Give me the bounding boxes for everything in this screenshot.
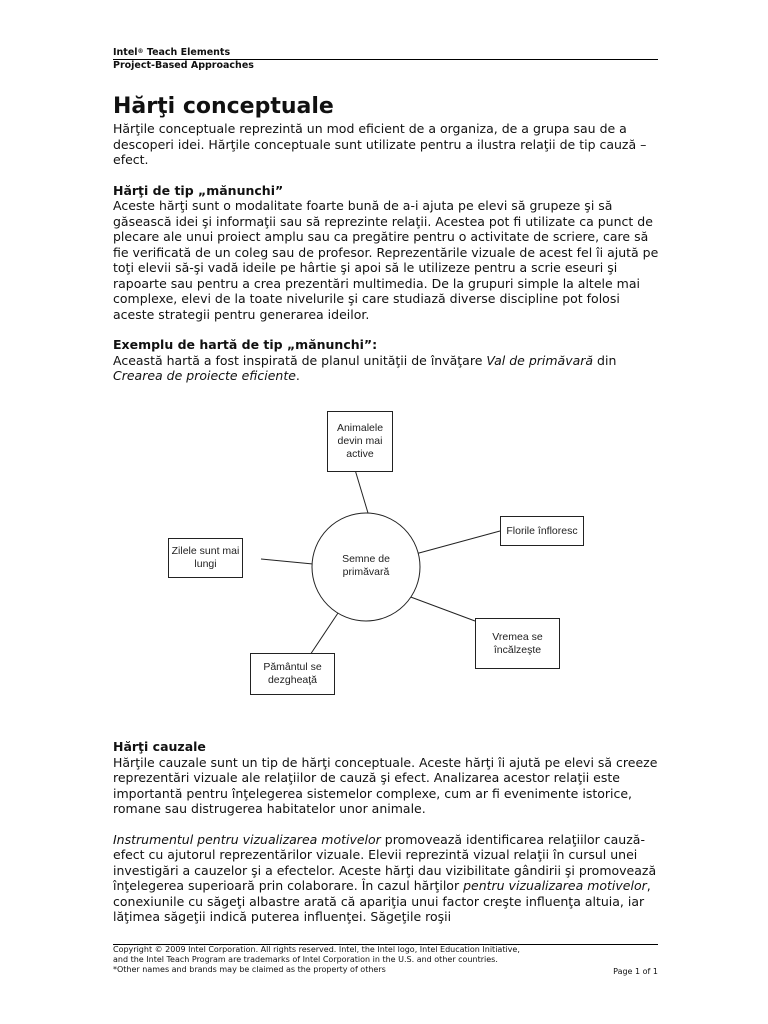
connector-bottom-left — [308, 613, 338, 658]
section-causal — [113, 739, 663, 925]
registered-mark: ® — [137, 48, 144, 55]
page-footer — [113, 944, 658, 975]
example-text-mid: din — [593, 352, 617, 368]
causal-text-1: promovează identificarea relaţiilor cauză-efect cu ajutorul reprezentărilor vizuale. Elevii reprezintă vizual relaţii în cursul unei investigări a cauzelor şi a efectelor. Aceste hărţi dau vizibilitate gândirii şi promovează înţelegerea superioară prin colaborare. În cazul hărţilor — [113, 831, 657, 893]
example-body — [113, 353, 661, 384]
footer-copyright-2: and the Intel Teach Program are trademarks of Intel Corporation in the U.S. and other countries. — [113, 955, 498, 964]
intro-paragraph: Hărţile conceptuale reprezintă un mod eficient de a organiza, de a grupa sau de a descoperi idei. Hărţile conceptuale sunt utilizate pentru a ilustra relaţii de tip cauză – efect. — [113, 121, 647, 167]
example-text: Această hartă a fost inspirată de planul unităţii de învăţare — [113, 352, 487, 368]
header-subtitle: Project-Based Approaches — [113, 60, 254, 71]
causal-text-2: , conexiunile cu săgeţi albastre arată că apariţia unui factor creşte influenţa altuia, iar lăţimea săgeţii indică puterea influenţei. Săgeţile roşii — [113, 878, 651, 924]
footer-copyright-3: *Other names and brands may be claimed as the property of others — [113, 965, 386, 974]
example-heading: Exemplu de hartă de tip „mănunchi”: — [113, 337, 378, 352]
page-number: Page 1 of 1 — [613, 967, 658, 976]
section-heading-cluster: Hărţi de tip „mănunchi” — [113, 182, 284, 198]
header-brand — [113, 47, 658, 59]
node-bottom-left: Pământul se dezgheaţă — [250, 653, 335, 695]
connector-bottom-right — [408, 596, 475, 621]
node-top: Animalele devin mai active — [327, 411, 393, 472]
footer-copyright-1: Copyright © 2009 Intel Corporation. All rights reserved. Intel, the Intel logo, Intel Education Initiative, — [113, 945, 520, 954]
section-heading-causal: Hărţi cauzale — [113, 739, 206, 754]
example-text-end: . — [295, 368, 300, 383]
main-content — [113, 93, 661, 384]
node-right: Florile înfloresc — [500, 516, 584, 546]
header-brand-name: Intel — [113, 47, 138, 58]
connector-right — [408, 531, 500, 556]
section-causal-body-2 — [113, 832, 663, 925]
page-header — [113, 47, 658, 72]
tool-name-2: pentru vizualizarea motivelor — [463, 878, 647, 893]
tool-name: Instrumentul pentru vizualizarea motivelor — [113, 831, 381, 847]
page-title: Hărţi conceptuale — [113, 94, 334, 119]
connector-left — [261, 559, 313, 564]
example-unit-title: Val de primăvară — [486, 352, 594, 368]
section-causal-body: Hărţile cauzale sunt un tip de hărţi conceptuale. Aceste hărţi îi ajută pe elevi să creeze reprezentări vizuale ale relaţiilor de cauză şi efect. Analizarea acestor relaţii este importantă pentru înţelegerea sistemelor complexe, cum ar fi evenimente istorice, romane sau distrugerea habitatelor unor animale. — [113, 754, 658, 816]
node-bottom-right: Vremea se încălzeşte — [475, 618, 560, 669]
example-course-title: Crearea de proiecte eficiente — [113, 368, 296, 383]
header-brand-rest: Teach Elements — [143, 47, 231, 58]
node-left: Zilele sunt mai lungi — [168, 538, 243, 578]
center-node-label: Semne de primăvară — [342, 553, 390, 578]
cluster-map-diagram — [113, 398, 661, 698]
section-cluster-body: Aceste hărţi sunt o modalitate foarte bună de a-i ajuta pe elevi să grupeze şi să găsească idei şi informaţii sau să reprezinte relaţii. Acestea pot fi utilizate ca punct de plecare ale unui proiect amplu sau ca pregătire pentru o activitate de scriere, care să fie verificată de un coleg sau de profesor. Reprezentările vizuale de acest fel îi ajută pe toţi elevii să-şi vadă ideile pe hârtie şi apoi să le utilizeze pentru a scrie eseuri şi rapoarte sau pentru a crea prezentări multimedia. De la grupuri simple la altele mai complexe, elevi de la toate nivelurile şi care studiază diverse discipline pot folosi aceste strategii pentru generarea ideilor. — [113, 198, 659, 322]
